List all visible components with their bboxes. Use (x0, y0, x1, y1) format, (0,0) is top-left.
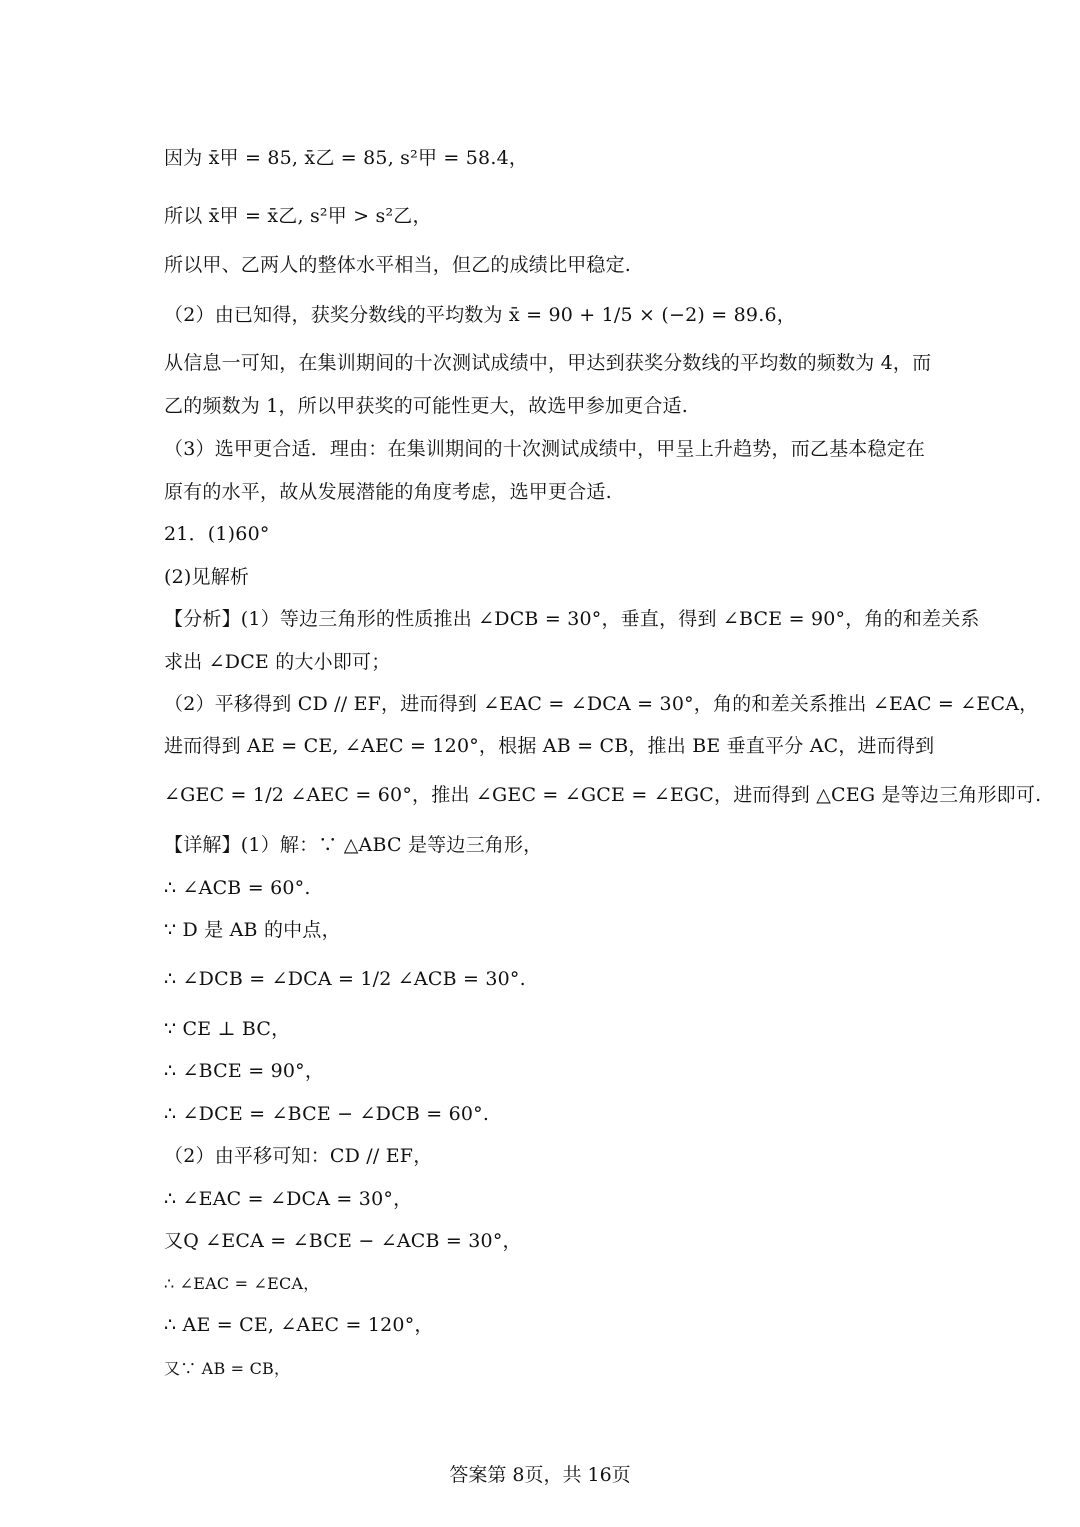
text-line-9: 21．(1)60° (164, 523, 270, 545)
text-line-14: 进而得到 AE = CE, ∠AEC = 120°，根据 AB = CB，推出 BE 垂直平分 AC，进而得到 (164, 735, 935, 757)
text-line-11: 【分析】(1）等边三角形的性质推出 ∠DCB = 30°，垂直，得到 ∠BCE = 90°，角的和差关系 (164, 608, 980, 630)
text-line-23: （2）由平移可知：CD // EF， (164, 1145, 433, 1167)
text-line-22: ∴ ∠DCE = ∠BCE − ∠DCB = 60°. (164, 1103, 490, 1125)
text-line-26: ∴ ∠EAC = ∠ECA， (164, 1274, 320, 1293)
text-line-16: 【详解】(1）解：∵ △ABC 是等边三角形， (164, 834, 543, 856)
text-line-12: 求出 ∠DCE 的大小即可； (164, 651, 391, 673)
text-line-27: ∴ AE = CE, ∠AEC = 120°， (164, 1314, 434, 1336)
text-line-25: 又Q ∠ECA = ∠BCE − ∠ACB = 30°， (164, 1230, 522, 1252)
text-line-17: ∴ ∠ACB = 60°. (164, 877, 311, 899)
text-line-8: 原有的水平，故从发展潜能的角度考虑，选甲更合适. (164, 481, 612, 503)
page-footer: 答案第 8页，共 16页 (449, 1464, 631, 1486)
text-line-6: 乙的频数为 1，所以甲获奖的可能性更大，故选甲参加更合适. (164, 395, 688, 417)
text-line-18: ∵ D 是 AB 的中点， (164, 919, 341, 941)
text-line-24: ∴ ∠EAC = ∠DCA = 30°， (164, 1188, 413, 1210)
text-line-3: 所以甲、乙两人的整体水平相当，但乙的成绩比甲稳定. (164, 254, 632, 276)
text-line-21: ∴ ∠BCE = 90°， (164, 1060, 325, 1082)
text-line-7: （3）选甲更合适．理由：在集训期间的十次测试成绩中，甲呈上升趋势，而乙基本稳定在 (164, 438, 926, 460)
text-line-13: （2）平移得到 CD // EF，进而得到 ∠EAC = ∠DCA = 30°，角的和差关系推出 ∠EAC = ∠ECA， (164, 693, 1039, 715)
text-line-28: 又∵ AB = CB， (164, 1359, 291, 1378)
text-line-1: 因为 x̄甲 = 85, x̄乙 = 85, s²甲 = 58.4， (164, 147, 529, 169)
text-line-15: ∠GEC = 1/2 ∠AEC = 60°，推出 ∠GEC = ∠GCE = ∠EGC，进而得到 △CEG 是等边三角形即可. (164, 784, 1042, 806)
text-line-19: ∴ ∠DCB = ∠DCA = 1/2 ∠ACB = 30°. (164, 968, 526, 990)
text-line-5: 从信息一可知，在集训期间的十次测试成绩中，甲达到获奖分数线的平均数的频数为 4，而 (164, 352, 932, 374)
text-line-20: ∵ CE ⊥ BC， (164, 1018, 291, 1040)
text-line-10: (2)见解析 (164, 566, 250, 588)
text-line-4: （2）由已知得，获奖分数线的平均数为 x̄ = 90 + 1/5 × (−2) = 89.6， (164, 304, 796, 326)
text-line-2: 所以 x̄甲 = x̄乙, s²甲 > s²乙， (164, 205, 432, 227)
